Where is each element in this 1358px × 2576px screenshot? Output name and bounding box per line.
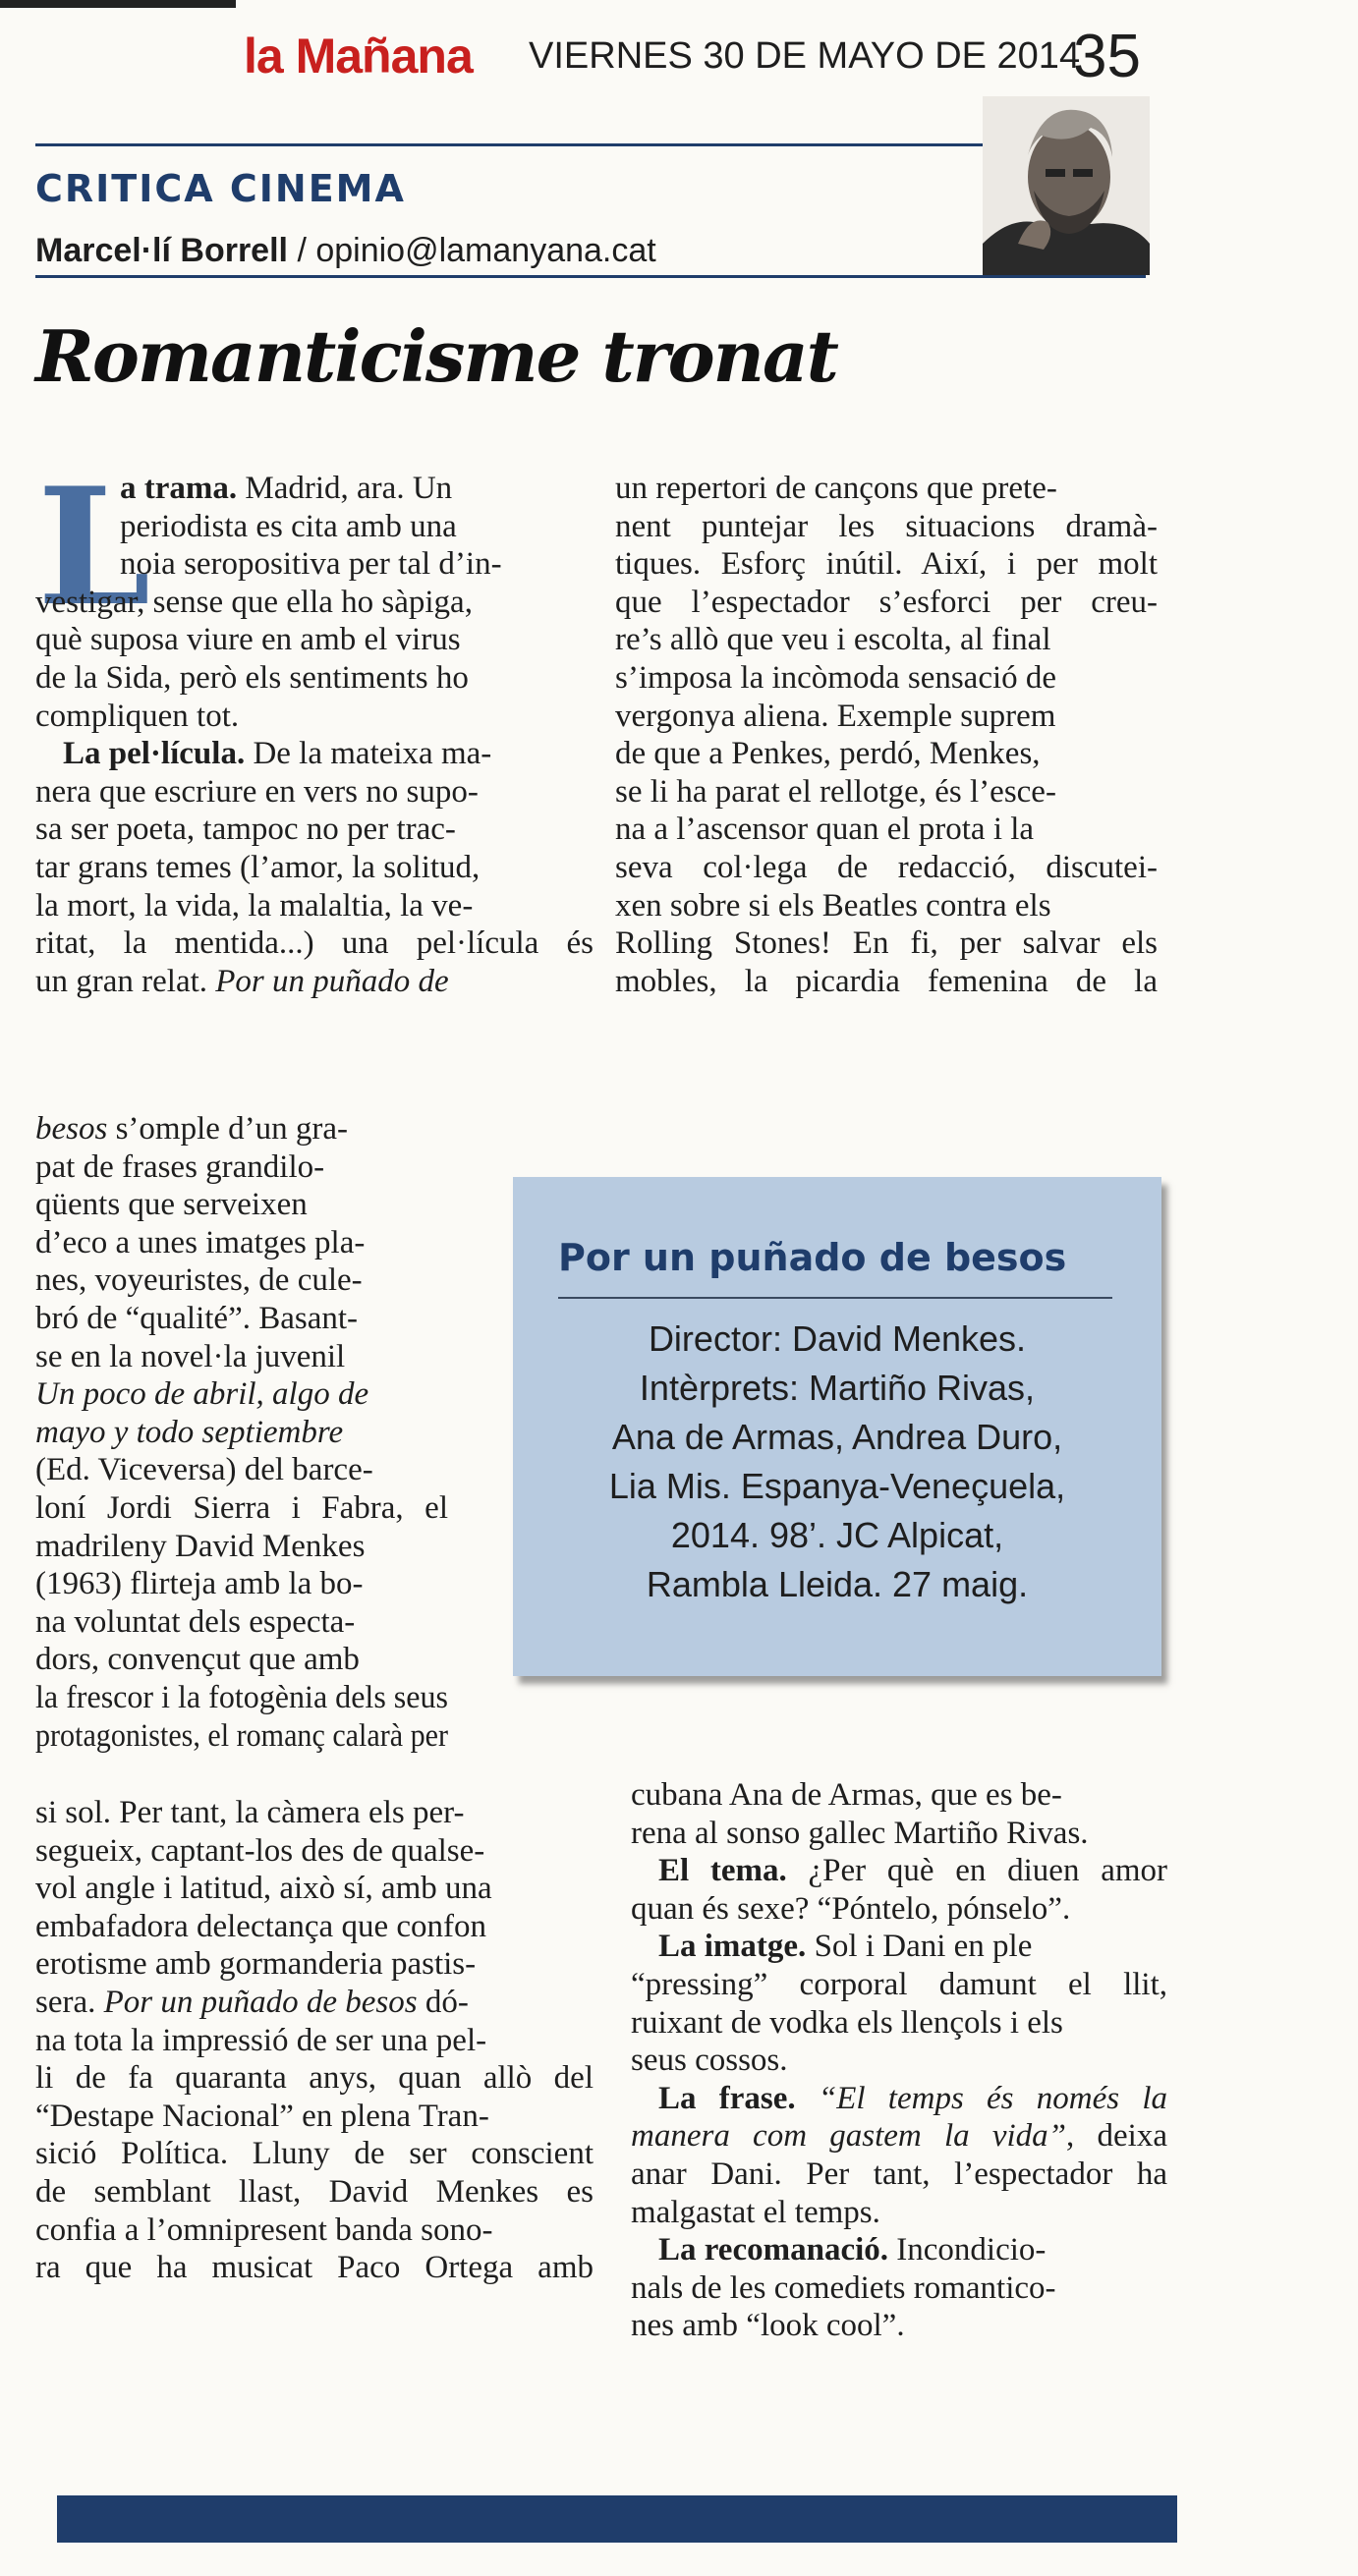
article-line: seus cossos. (631, 2043, 788, 2079)
line-text: sera. (35, 1984, 104, 2020)
article-line: nes amb “look cool”. (631, 2308, 905, 2344)
article-line: (1963) flirteja amb la bo- (35, 1566, 364, 1602)
article-line: de la Sida, però els sentiments ho (35, 659, 469, 696)
article-line: li de fa quaranta anys, quan allò del (35, 2060, 594, 2097)
article-line: se li ha parat el rellotge, és l’esce- (615, 773, 1056, 810)
article-line: nes, voyeuristes, de cule- (35, 1262, 363, 1299)
article-line: na a l’ascensor quan el prota i la (615, 812, 1035, 848)
line-text: Sol i Dani en ple (806, 1929, 1033, 1965)
article-line: na tota la impressió de ser una pel- (35, 2022, 487, 2058)
article-line: compliquen tot. (35, 698, 240, 734)
author-photo (983, 96, 1150, 275)
article-col2a (615, 470, 1158, 1000)
italic-title: manera com gastem la vida” (631, 2118, 1067, 2155)
article-line (631, 1852, 1167, 1890)
article-line: confia a l’omnipresent banda sono- (35, 2212, 493, 2248)
headline: Romanticisme tronat (35, 314, 837, 398)
article-line: de semblant llast, David Menkes es (35, 2173, 594, 2210)
header-rule (35, 143, 1146, 146)
film-info-line: Intèrprets: Martiño Rivas, (639, 1368, 1036, 1408)
film-info-title: Por un puñado de besos (558, 1236, 1067, 1279)
article-line: nent puntejar les situacions dramà- (615, 508, 1158, 544)
article-line: na voluntat dels especta- (35, 1603, 356, 1640)
line-text: Incondicio- (888, 2232, 1047, 2268)
drop-cap: L (37, 452, 151, 642)
author-name: Marcel·lí Borrell (35, 232, 288, 269)
article-line: un repertori de cançons que prete- (615, 471, 1057, 506)
article-line: embafadora delectança que confon (35, 1908, 486, 1944)
article-line (631, 1928, 1167, 1966)
top-strip (0, 0, 236, 8)
article-line (35, 1984, 594, 2022)
film-info-line: Lia Mis. Espanya-Veneçuela, (608, 1466, 1066, 1506)
dateline: VIERNES 30 DE MAYO DE 2014 (529, 35, 1081, 77)
article-line (631, 2080, 1167, 2118)
line-text: ¿Per què en diuen amor (786, 1853, 1167, 1889)
article-line (35, 470, 594, 508)
article-line: sa ser poeta, tampoc no per trac- (35, 812, 456, 848)
article-line: la frescor i la fotogènia dels seus (35, 1679, 448, 1715)
film-info-line: 2014. 98’. JC Alpicat, (670, 1515, 1004, 1555)
italic-title: “El temps és només la (795, 2080, 1167, 2116)
paragraph-lead: La pel·lícula. (63, 736, 246, 772)
footer-bar (57, 2495, 1177, 2543)
film-info-line: Rambla Lleida. 27 maig. (646, 1564, 1029, 1604)
line-text: De la mateixa ma- (245, 736, 492, 772)
article-line: “pressing” corporal damunt el llit, (631, 1966, 1167, 2002)
line-text: , deixa (1066, 2118, 1167, 2155)
article-line: vergonya aliena. Exemple suprem (615, 698, 1056, 734)
article-line (631, 2117, 1167, 2156)
film-info-box (513, 1177, 1161, 1676)
author-portrait-icon (983, 96, 1150, 275)
italic-title: Por un puñado de (215, 963, 449, 999)
article-line: re’s allò que veu i escolta, al final (615, 622, 1051, 658)
article-line: ruixant de vodka els llençols i els (631, 2004, 1063, 2041)
article-line: madrileny David Menkes (35, 1528, 366, 1564)
film-info-line: Director: David Menkes. (648, 1318, 1027, 1359)
article-line (35, 1110, 448, 1148)
article-line: quan és sexe? “Póntelo, pónselo”. (631, 1890, 1071, 1927)
article-line: vestigar, sense que ella ho sàpiga, (35, 584, 473, 620)
italic-title: Por un puñado de besos (103, 1984, 418, 2020)
article-line: la mort, la vida, la malaltia, la ve- (35, 887, 474, 924)
article-line: nera que escriure en vers no supo- (35, 773, 479, 810)
article-line: bró de “qualité”. Basant- (35, 1300, 359, 1336)
byline (35, 232, 656, 270)
section-title: CRITICA CINEMA (35, 167, 406, 210)
article-line: rena al sonso gallec Martiño Rivas. (631, 1815, 1089, 1851)
masthead-logo: la Mañana (244, 28, 473, 84)
article-line: segueix, captant-los des de qualse- (35, 1832, 485, 1869)
byline-rule (35, 275, 1146, 278)
article-line: mobles, la picardia femenina de la (615, 963, 1158, 999)
page-number: 35 (1073, 23, 1141, 90)
film-info-rule (558, 1297, 1112, 1299)
article-line: si sol. Per tant, la càmera els per- (35, 1795, 465, 1830)
paragraph-lead: a trama. (120, 471, 238, 506)
article-col2b (631, 1776, 1167, 2345)
article-line: d’eco a unes imatges pla- (35, 1224, 366, 1260)
italic-title: mayo y todo septiembre (35, 1414, 344, 1450)
article-line: (Ed. Viceversa) del barce- (35, 1452, 373, 1488)
paragraph-lead: El tema. (658, 1853, 787, 1889)
article-line: que l’espectador s’esforci per creu- (615, 584, 1158, 620)
article-line: seva col·lega de redacció, discutei- (615, 849, 1158, 885)
article-line: de que a Penkes, perdó, Menkes, (615, 736, 1041, 772)
article-line: tar grans temes (l’amor, la solitud, (35, 849, 481, 885)
paragraph-lead: La frase. (658, 2080, 796, 2116)
article-line: s’imposa la incòmoda sensació de (615, 659, 1057, 696)
film-info-line: Ana de Armas, Andrea Duro, (611, 1417, 1063, 1457)
article-line: tiques. Esforç inútil. Així, i per molt (615, 546, 1158, 583)
article-line: protagonistes, el romanç calarà per (35, 1717, 448, 1754)
article-line: sició Política. Lluny de ser conscient (35, 2136, 594, 2172)
article-col1 (35, 452, 594, 1000)
article-col1b (35, 1110, 448, 1755)
line-text: Madrid, ara. Un (237, 471, 453, 506)
article-line (35, 963, 594, 1001)
article-line (35, 1375, 448, 1414)
article-line: ra que ha musicat Paco Ortega amb (35, 2250, 594, 2286)
article-line: nals de les comediets romantico- (631, 2269, 1056, 2306)
article-line: “Destape Nacional” en plena Tran- (35, 2098, 489, 2134)
italic-title: Un poco de abril, algo de (35, 1376, 369, 1413)
article-line: pat de frases grandilo- (35, 1148, 325, 1185)
article-col1c (35, 1794, 594, 2287)
article-line (35, 735, 594, 773)
article-line: cubana Ana de Armas, que es be- (631, 1777, 1062, 1813)
article-line: malgastat el temps. (631, 2194, 880, 2230)
paragraph-lead: La imatge. (658, 1929, 807, 1965)
article-line: què suposa viure en amb el virus (35, 622, 461, 658)
line-text: dó- (417, 1984, 469, 2020)
article-line: xen sobre si els Beatles contra els (615, 887, 1051, 924)
article-line: noia seropositiva per tal d’in- (120, 546, 502, 583)
film-info-body (542, 1315, 1132, 1609)
article-line: periodista es cita amb una (120, 508, 457, 544)
paragraph-lead: La recomanació. (658, 2232, 889, 2268)
line-text: un gran relat. (35, 963, 216, 999)
article-line: anar Dani. Per tant, l’espectador ha (631, 2156, 1167, 2192)
line-text: s’omple d’un gra- (107, 1111, 349, 1147)
article-line: ritat, la mentida...) una pel·lícula és (35, 925, 594, 962)
article-line: dors, convençut que amb (35, 1642, 360, 1678)
article-line (35, 1414, 448, 1452)
article-line: qüents que serveixen (35, 1187, 308, 1223)
article-line: loní Jordi Sierra i Fabra, el (35, 1489, 448, 1526)
article-line (631, 2231, 1167, 2269)
article-line: erotisme amb gormanderia pastis- (35, 1946, 477, 1983)
italic-title: besos (35, 1111, 108, 1147)
article-line: se en la novel·la juvenil (35, 1338, 346, 1374)
author-email: / opinio@lamanyana.cat (297, 232, 656, 269)
article-line: vol angle i latitud, això sí, amb una (35, 1871, 492, 1907)
article-line: Rolling Stones! En fi, per salvar els (615, 925, 1158, 962)
